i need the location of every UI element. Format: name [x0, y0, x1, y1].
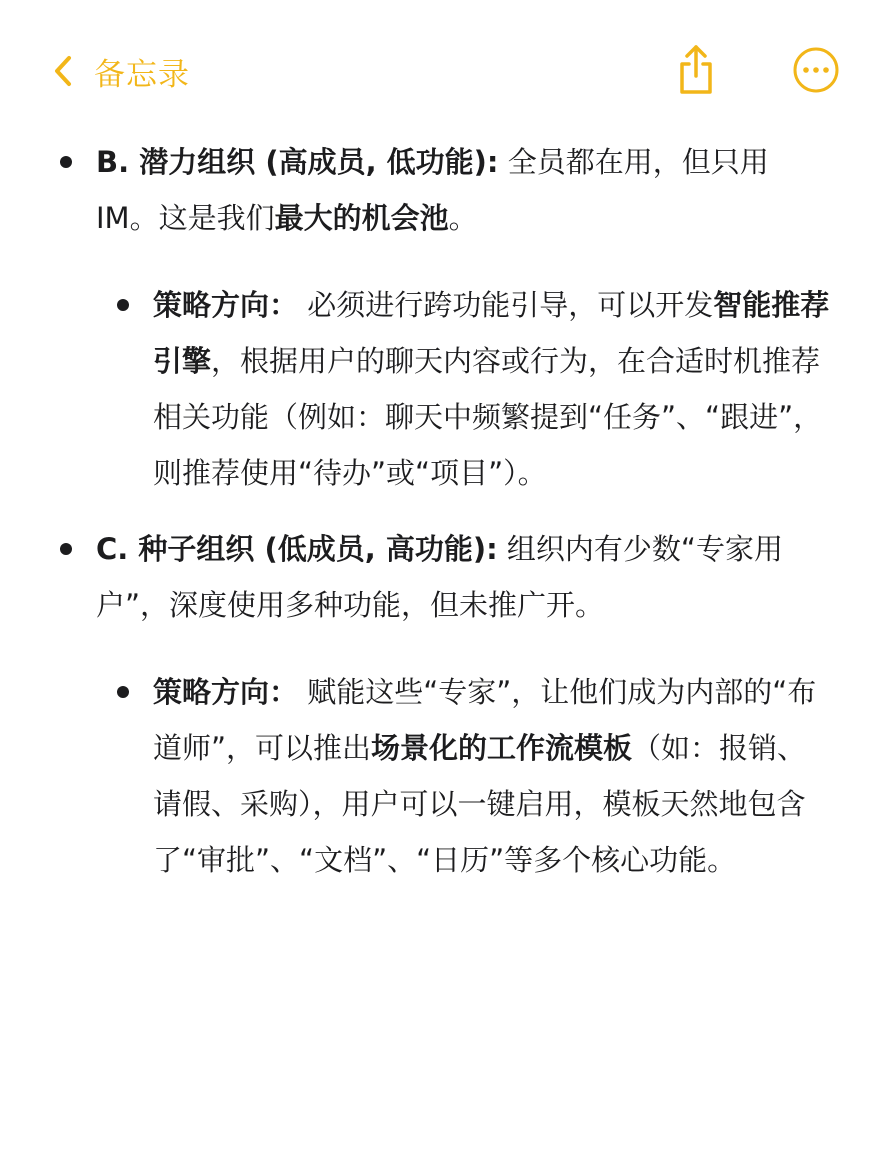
item-b-title: B. 潜力组织 (高成员, 低功能):	[96, 145, 499, 179]
note-body[interactable]	[0, 130, 880, 888]
share-icon[interactable]	[672, 42, 720, 96]
item-b-text: 全员都在用，但只用IM。这是我们	[96, 145, 769, 235]
navigation-bar	[0, 0, 880, 140]
back-label: 备忘录	[94, 56, 190, 93]
bullet	[60, 543, 72, 555]
bullet	[60, 156, 72, 168]
back-button[interactable]	[50, 46, 190, 96]
strategy-text: 赋能这些“专家”，让他们成为内部的“布道师”，可以推出	[153, 675, 817, 765]
strategy-highlight: 场景化的工作流模板	[371, 731, 633, 765]
strategy-highlight: 智能推荐引擎	[153, 288, 830, 378]
item-b-text-end: 。	[448, 201, 478, 235]
list-item-b-strategy	[153, 277, 833, 501]
chevron-left-icon	[50, 54, 76, 88]
bullet	[117, 299, 129, 311]
item-b-highlight: 最大的机会池	[274, 201, 449, 235]
strategy-text-end: ，根据用户的聊天内容或行为，在合适时机推荐相关功能（例如：聊天中频繁提到“任务”、“跟进”，则推荐使用“待办”或“项目”）。	[153, 344, 823, 490]
more-icon[interactable]	[792, 46, 840, 94]
strategy-label: 策略方向：	[153, 675, 299, 709]
item-c-text: 组织内有少数“专家用户”，深度使用多种功能，但未推广开。	[96, 532, 783, 622]
list-item-c	[96, 521, 826, 633]
strategy-text: 必须进行跨功能引导，可以开发	[298, 288, 714, 322]
item-c-title: C. 种子组织 (低成员, 高功能):	[96, 532, 498, 566]
list-item-b	[96, 134, 826, 246]
list-item-c-strategy	[153, 664, 833, 888]
bullet	[117, 686, 129, 698]
strategy-label: 策略方向：	[153, 288, 299, 322]
strategy-text-end: （如：报销、请假、采购），用户可以一键启用，模板天然地包含了“审批”、“文档”、“日历”等多个核心功能。	[153, 731, 807, 877]
